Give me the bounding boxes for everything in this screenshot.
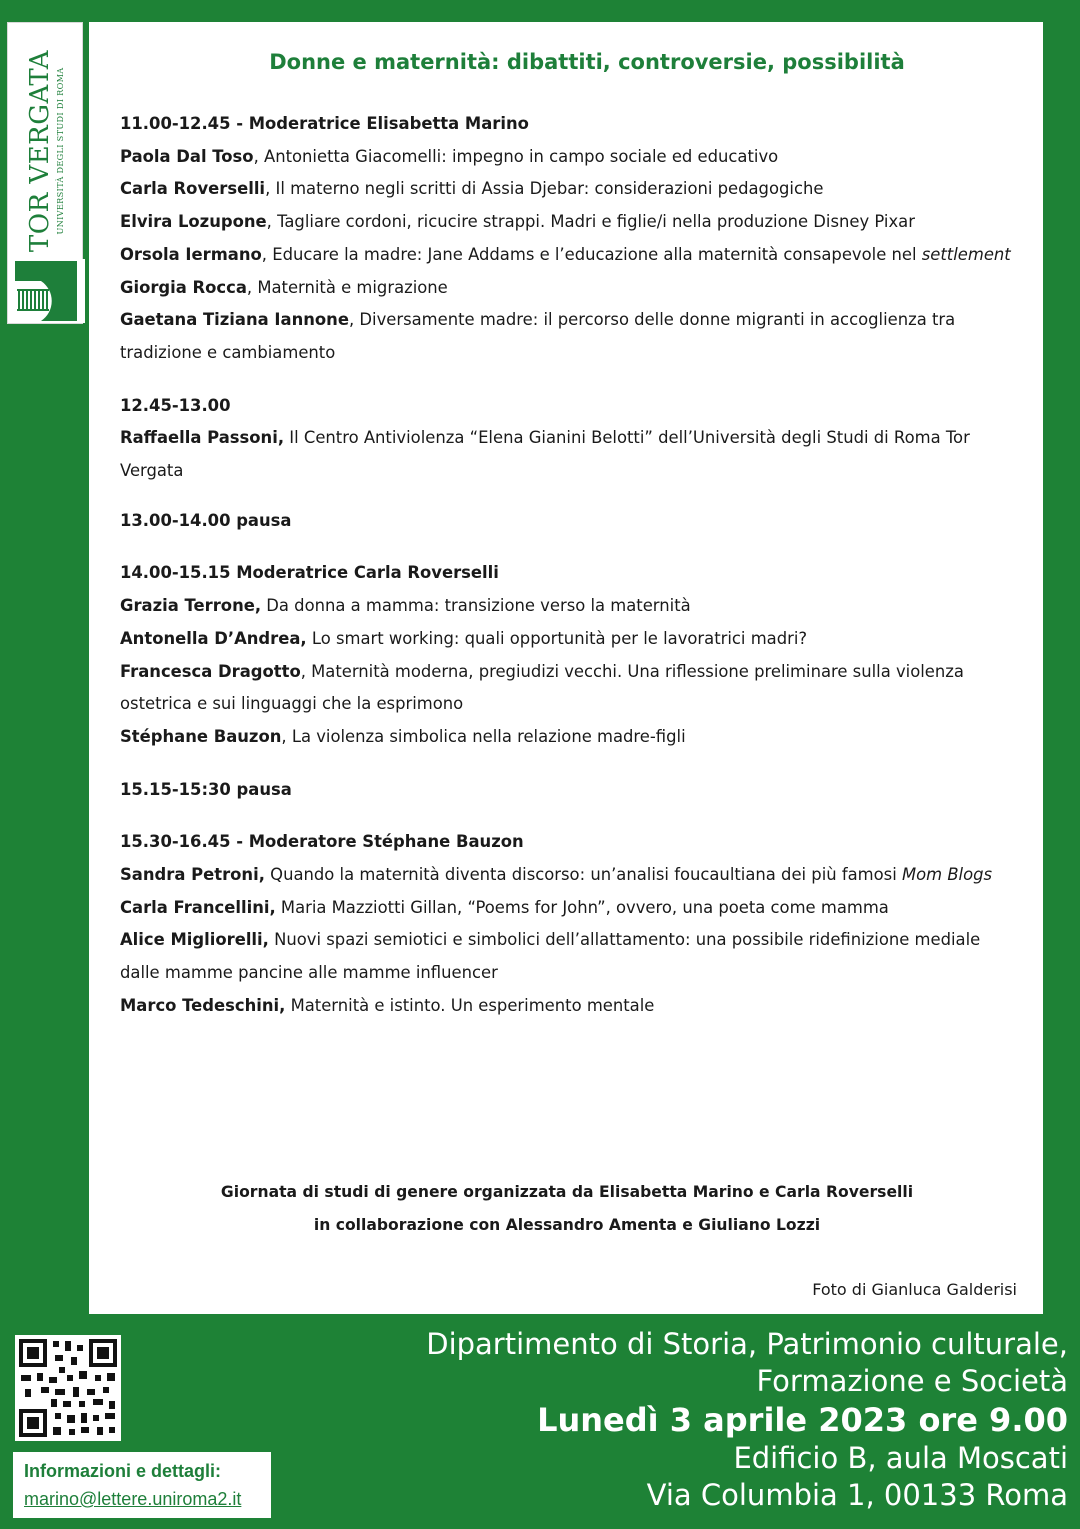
event-venue: Edificio B, aula Moscati [733, 1441, 1068, 1475]
session-header: 12.45-13.00 [120, 395, 231, 415]
department-line2: Formazione e Società [756, 1364, 1068, 1398]
info-label: Informazioni e dettagli: [24, 1461, 222, 1481]
talk-item: Raffaella Passoni, Il Centro Antiviolenza “Elena Gianini Belotti” dell’Università degli Studi di Roma Tor Vergata [120, 428, 970, 481]
contact-email-link[interactable]: marino@lettere.uniroma2.it [24, 1489, 242, 1509]
event-address: Via Columbia 1, 00133 Roma [646, 1478, 1068, 1512]
talk-item: Antonella D’Andrea, Lo smart working: quali opportunità per le lavoratrici madri? [120, 628, 808, 648]
qr-code-icon[interactable] [15, 1335, 121, 1441]
event-date: Lunedì 3 aprile 2023 ore 9.00 [537, 1401, 1068, 1439]
event-details [426, 1326, 1068, 1514]
talk-item: Gaetana Tiziana Iannone, Diversamente madre: il percorso delle donne migranti in accoglienza tra tradizione e cambiamento [120, 310, 956, 362]
session-header: 11.00-12.45 - Moderatrice Elisabetta Marino [120, 114, 529, 133]
logo-name: TOR VERGATA [25, 49, 55, 253]
talk-item: Giorgia Rocca, Maternità e migrazione [120, 277, 448, 297]
talk-item: Sandra Petroni, Quando la maternità diventa discorso: un’analisi foucaultiana dei più famosi Mom Blogs [120, 865, 993, 885]
break-header: 13.00-14.00 pausa [120, 510, 292, 530]
talk-item: Grazia Terrone, Da donna a mamma: transizione verso la maternità [120, 596, 691, 616]
organizers-line: Giornata di studi di genere organizzata da Elisabetta Marino e Carla Roverselli [220, 1183, 914, 1201]
session-header: 15.30-16.45 - Moderatore Stéphane Bauzon [120, 832, 524, 852]
talk-item: Orsola Iermano, Educare la madre: Jane Addams e l’educazione alla maternità consapevole nel settlement [120, 244, 1011, 264]
university-logo [7, 22, 83, 324]
session-header: 14.00-15.15 Moderatrice Carla Roverselli [120, 563, 499, 583]
program-schedule [120, 108, 1025, 1023]
talk-item: Francesca Dragotto, Maternità moderna, pregiudizi vecchi. Una riflessione preliminare sulla violenza ostetrica e sui linguaggi che la esprimono [120, 661, 964, 714]
talk-item: Alice Migliorelli, Nuovi spazi semiotici e simbolici dell’allattamento: una possibile ridefinizione mediale dalle mamme pancine alle mamme influencer [120, 930, 981, 983]
event-title: Donne e maternità: dibattiti, controversie, possibilità [269, 50, 905, 74]
logo-subtitle: UNIVERSITÀ DEGLI STUDI DI ROMA [55, 67, 65, 235]
photo-credit: Foto di Gianluca Galderisi [812, 1280, 1017, 1299]
university-emblem-icon [11, 259, 85, 323]
organizers-note [89, 1176, 1045, 1242]
talk-item: Paola Dal Toso, Antonietta Giacomelli: impegno in campo sociale ed educativo [120, 146, 779, 166]
info-box [13, 1452, 271, 1518]
qr-code-graphic [15, 1335, 121, 1441]
talk-item: Stéphane Bauzon, La violenza simbolica nella relazione madre-figli [120, 726, 686, 746]
break-header: 15.15-15:30 pausa [120, 779, 292, 799]
talk-item: Marco Tedeschini, Maternità e istinto. Un esperimento mentale [120, 995, 655, 1015]
collaborators-line: in collaborazione con Alessandro Amenta e Giuliano Lozzi [313, 1216, 821, 1234]
department-line1: Dipartimento di Storia, Patrimonio culturale, [426, 1327, 1068, 1361]
logo-wordmark [26, 36, 66, 266]
talk-item: Elvira Lozupone, Tagliare cordoni, ricucire strappi. Madri e figlie/i nella produzione Disney Pixar [120, 212, 915, 232]
talk-item: Carla Roverselli, Il materno negli scritti di Assia Djebar: considerazioni pedagogiche [120, 179, 824, 199]
program-card [89, 22, 1043, 1314]
talk-item: Carla Francellini, Maria Mazziotti Gillan, “Poems for John”, ovvero, una poeta come mamma [120, 897, 889, 917]
